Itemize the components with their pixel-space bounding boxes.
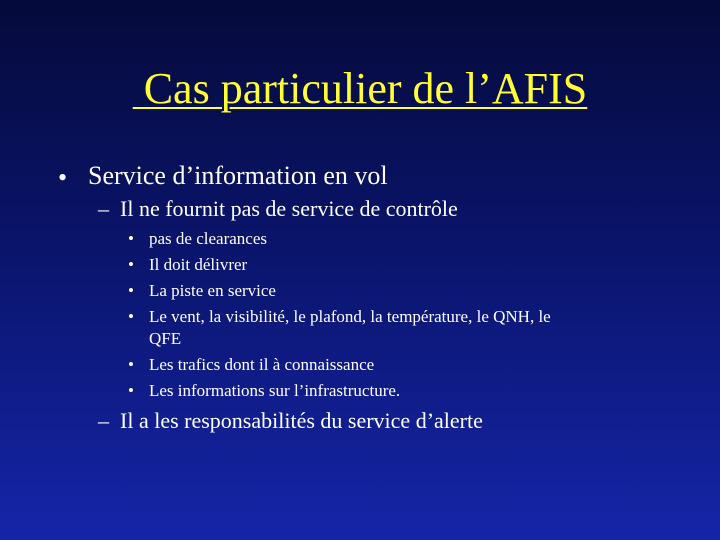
text-level3-vent: Le vent, la visibilité, le plafond, la température, le QNH, le — [149, 307, 551, 326]
text-level3-trafics: Les trafics dont il à connaissance — [149, 355, 375, 374]
dash-level2-second: – — [98, 408, 109, 433]
bullet-level1: • — [58, 163, 68, 192]
bullet-level3: • — [128, 281, 134, 300]
text-level2-first: Il ne fournit pas de service de contrôle — [120, 196, 458, 221]
slide-title — [0, 64, 720, 114]
bullet-level3: • — [128, 307, 134, 326]
text-level3-delivrer: Il doit délivrer — [149, 255, 248, 274]
bullet-level3: • — [128, 229, 134, 248]
text-level3-vent-continued: QFE — [149, 329, 182, 348]
slide-title-text: Cas particulier de l’AFIS — [132, 64, 588, 113]
text-level3-clearances: pas de clearances — [149, 229, 267, 248]
text-level2-second: Il a les responsabilités du service d’alerte — [120, 408, 483, 433]
bullet-level3: • — [128, 255, 134, 274]
text-level1: Service d’information en vol — [88, 161, 388, 190]
text-level3-piste: La piste en service — [149, 281, 276, 300]
bullet-level3: • — [128, 381, 134, 400]
dash-level2-first: – — [98, 196, 109, 221]
bullet-level3: • — [128, 355, 134, 374]
text-level3-infrastructure: Les informations sur l’infrastructure. — [149, 381, 401, 400]
